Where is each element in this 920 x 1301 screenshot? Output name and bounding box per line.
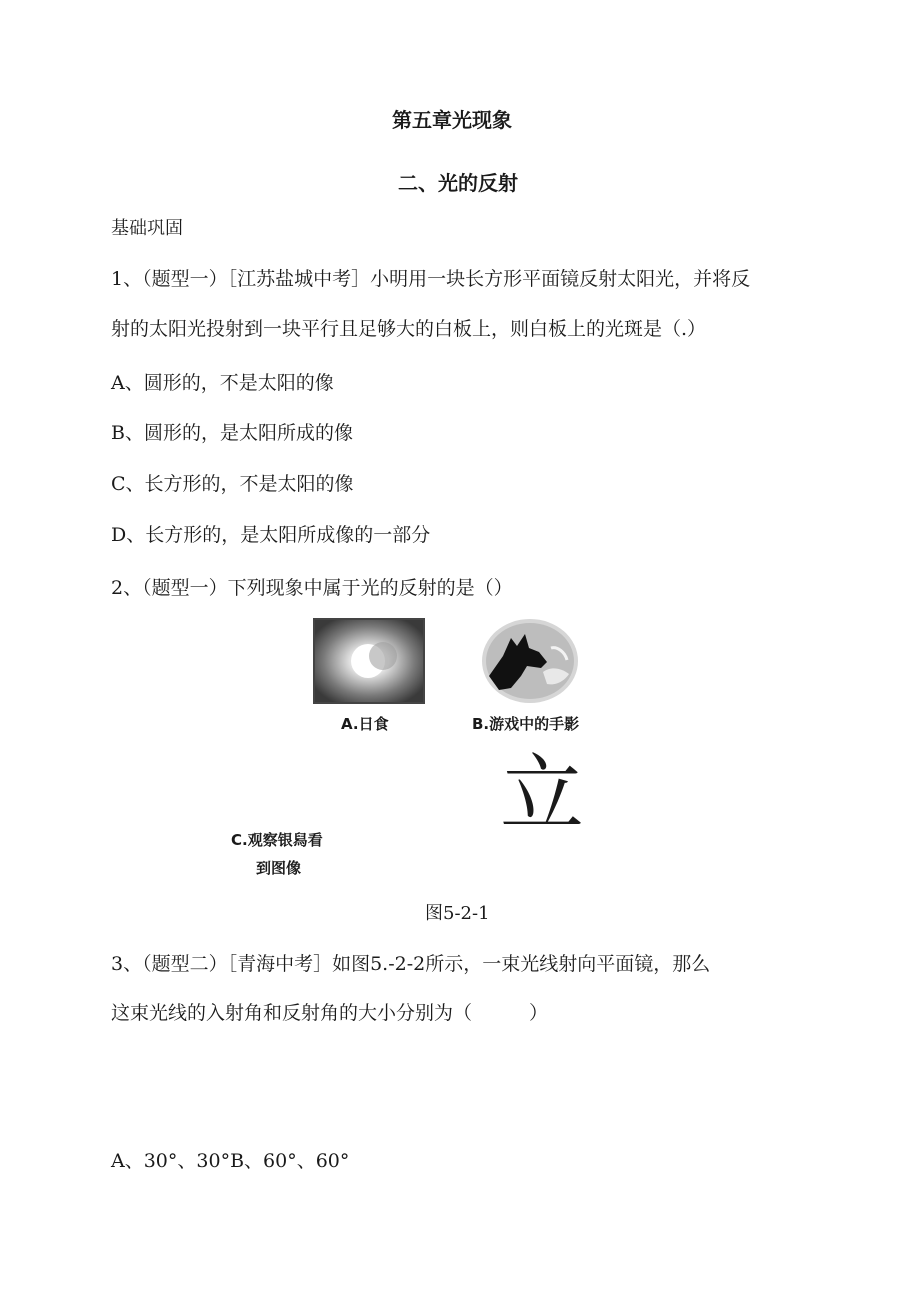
chapter-title: 第五章光现象 [392, 108, 512, 132]
solar-eclipse-image [313, 618, 425, 704]
character-glyph: 立 [500, 745, 585, 843]
q3-line1: 3、（题型二）［青海中考］如图5.-2-2所示，一束光线射向平面镜，那么 [111, 953, 711, 975]
q1-option-c: C、长方形的，不是太阳的像 [111, 473, 354, 495]
figure-label: 图5-2-1 [425, 903, 490, 924]
q1-line2: 射的太阳光投射到一块平行且足够大的白板上，则白板上的光斑是（.） [111, 318, 707, 340]
subheading: 基础巩固 [111, 218, 183, 239]
q1-line1: 1、（题型一）［江苏盐城中考］小明用一块长方形平面镜反射太阳光，并将反 [111, 268, 751, 290]
q2-line1: 2、（题型一）下列现象中属于光的反射的是（） [111, 577, 513, 599]
section-title: 二、光的反射 [398, 171, 518, 195]
q1-option-b: B、圆形的，是太阳所成的像 [111, 422, 353, 444]
q1-option-d: D、长方形的，是太阳所成像的一部分 [111, 524, 431, 546]
q3-options: A、30°、30°B、60°、60° [111, 1150, 350, 1172]
caption-a: A.日食 [341, 715, 389, 733]
hand-shadow-image [481, 618, 579, 704]
caption-c-line2: 到图像 [256, 859, 302, 877]
caption-b: B.游戏中的手影 [472, 715, 580, 733]
q1-option-a: A、圆形的，不是太阳的像 [111, 372, 334, 394]
caption-c-line1: C.观察银舄看 [231, 831, 323, 849]
q3-line2: 这束光线的入射角和反射角的大小分别为（ ） [111, 1002, 549, 1024]
